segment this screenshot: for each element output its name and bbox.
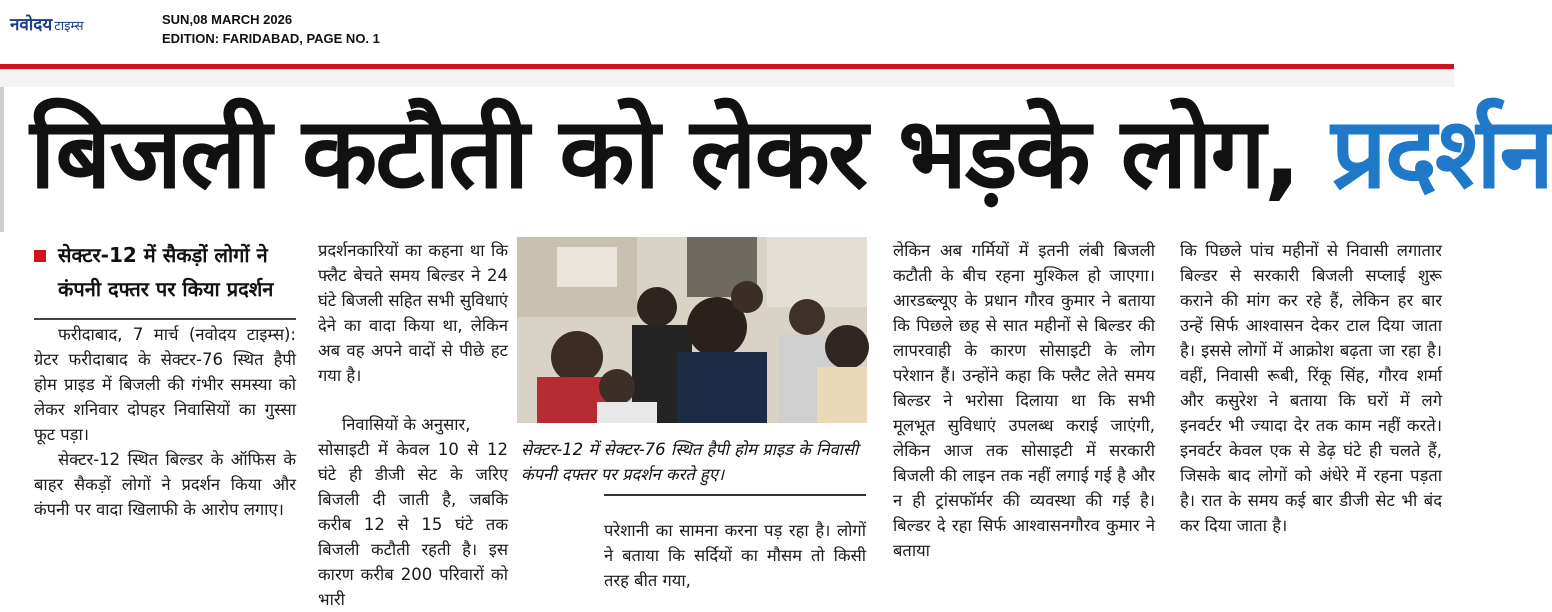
col2-paragraph-2: सोसाइटी में केवल 10 से 12 घंटे ही डीजी सेट के जरिए बिजली दी जाती है, जबकि करीब 12 से 15 घंटे तक बिजली कटौती रहती है। इस कारण करीब 200 परिवारों को भारी xyxy=(318,440,508,609)
news-photo xyxy=(517,237,867,423)
column-1 xyxy=(34,322,296,522)
column-4 xyxy=(893,238,1155,563)
headline-main: बिजली कटौती को लेकर भड़के लोग, xyxy=(30,97,1300,211)
headline-accent: प्रदर्शन xyxy=(1331,97,1552,211)
col1-paragraph-2: सेक्टर-12 स्थित बिल्डर के ऑफिस के बाहर सैकड़ों लोगों ने प्रदर्शन किया और कंपनी पर वादा खिलाफी के आरोप लगाए। xyxy=(34,450,296,519)
date-line: SUN,08 MARCH 2026 xyxy=(162,12,293,27)
column-3 xyxy=(604,518,866,593)
subhead-line-2: कंपनी दफ्तर पर किया प्रदर्शन xyxy=(58,277,274,301)
logo-sub: टाइम्स xyxy=(54,19,84,34)
edition-info xyxy=(162,10,380,48)
caption-rule xyxy=(604,494,866,496)
page-edge xyxy=(0,87,4,232)
headline xyxy=(30,84,1552,224)
col3-paragraph-1: परेशानी का सामना करना पड़ रहा है। लोगों ने बताया कि सर्दियों का मौसम तो किसी तरह बीत गया, xyxy=(604,521,866,590)
logo-main: नवोदय xyxy=(10,15,53,35)
column-2-continued xyxy=(318,437,508,612)
column-2-lead xyxy=(318,412,508,437)
column-5 xyxy=(1180,238,1442,538)
edition-line: EDITION: FARIDABAD, PAGE NO. 1 xyxy=(162,31,380,46)
subheadline xyxy=(34,238,296,306)
protest-photo-illustration xyxy=(517,237,867,423)
col2-paragraph-2-lead: निवासियों के अनुसार, xyxy=(342,415,471,434)
col1-paragraph-1: फरीदाबाद, 7 मार्च (नवोदय टाइम्स): ग्रेटर फरीदाबाद के सेक्टर-76 स्थित हैपी होम प्राइड में बिजली की गंभीर समस्या को लेकर शनिवार दोपहर निवासियों का गुस्सा फूट पड़ा। xyxy=(34,325,296,444)
column-2 xyxy=(318,238,508,388)
bullet-square-icon xyxy=(34,250,46,262)
col5-paragraph-1: कि पिछले पांच महीनों से निवासी लगातार बिल्डर से सरकारी बिजली सप्लाई शुरू कराने की मांग कर रहे हैं, लेकिन हर बार उन्हें सिर्फ आश्वासन देकर टाल दिया जाता है। इससे लोगों में आक्रोश बढ़ता जा रहा है। वहीं, निवासी रूबी, रिंकू सिंह, गौरव शर्मा और कसुरेश ने बताया कि घरों में लगे इनवर्टर भी ज्यादा देर तक काम नहीं करते। इनवर्टर केवल एक से डेढ़ घंटे ही चलते हैं, जिसके बाद लोगों को अंधेरे में रहना पड़ता है। रात के समय कई बार डीजी सेट भी बंद कर दिया जाता है। xyxy=(1180,241,1442,535)
subhead-line-1: सेक्टर-12 में सैकड़ों लोगों ने xyxy=(58,243,268,267)
subhead-rule xyxy=(34,318,296,320)
col4-paragraph-1: लेकिन अब गर्मियों में इतनी लंबी बिजली कटौती के बीच रहना मुश्किल हो जाएगा। आरडब्ल्यूए के प्रधान गौरव कुमार ने बताया कि पिछले छह से सात महीनों से बिल्डर की लापरवाही के कारण सोसाइटी के लोग परेशान हैं। उन्होंने कहा कि फ्लैट लेते समय बिल्डर ने भरोसा दिलाया था कि सभी मूलभूत सुविधाएं उपलब्ध कराई जाएंगी, लेकिन आज तक सोसाइटी में सरकारी बिजली की लाइन तक नहीं लगाई गई है और न ही ट्रांसफॉर्मर की व्यवस्था की गई है।बिल्डर दे रहा सिर्फ आश्वासनगौरव कुमार ने बताया xyxy=(893,241,1155,560)
col2-paragraph-1: प्रदर्शनकारियों का कहना था कि फ्लैट बेचते समय बिल्डर ने 24 घंटे बिजली सहित सभी सुविधाएं देने का वादा किया था, लेकिन अब वह अपने वादों से पीछे हट गया है। xyxy=(318,241,508,385)
photo-caption: सेक्टर-12 में सेक्टर-76 स्थित हैपी होम प्राइड के निवासी कंपनी दफ्तर पर प्रदर्शन करते हुए। xyxy=(521,440,859,484)
newspaper-logo[interactable] xyxy=(10,12,84,35)
masthead-bar xyxy=(0,0,1454,64)
